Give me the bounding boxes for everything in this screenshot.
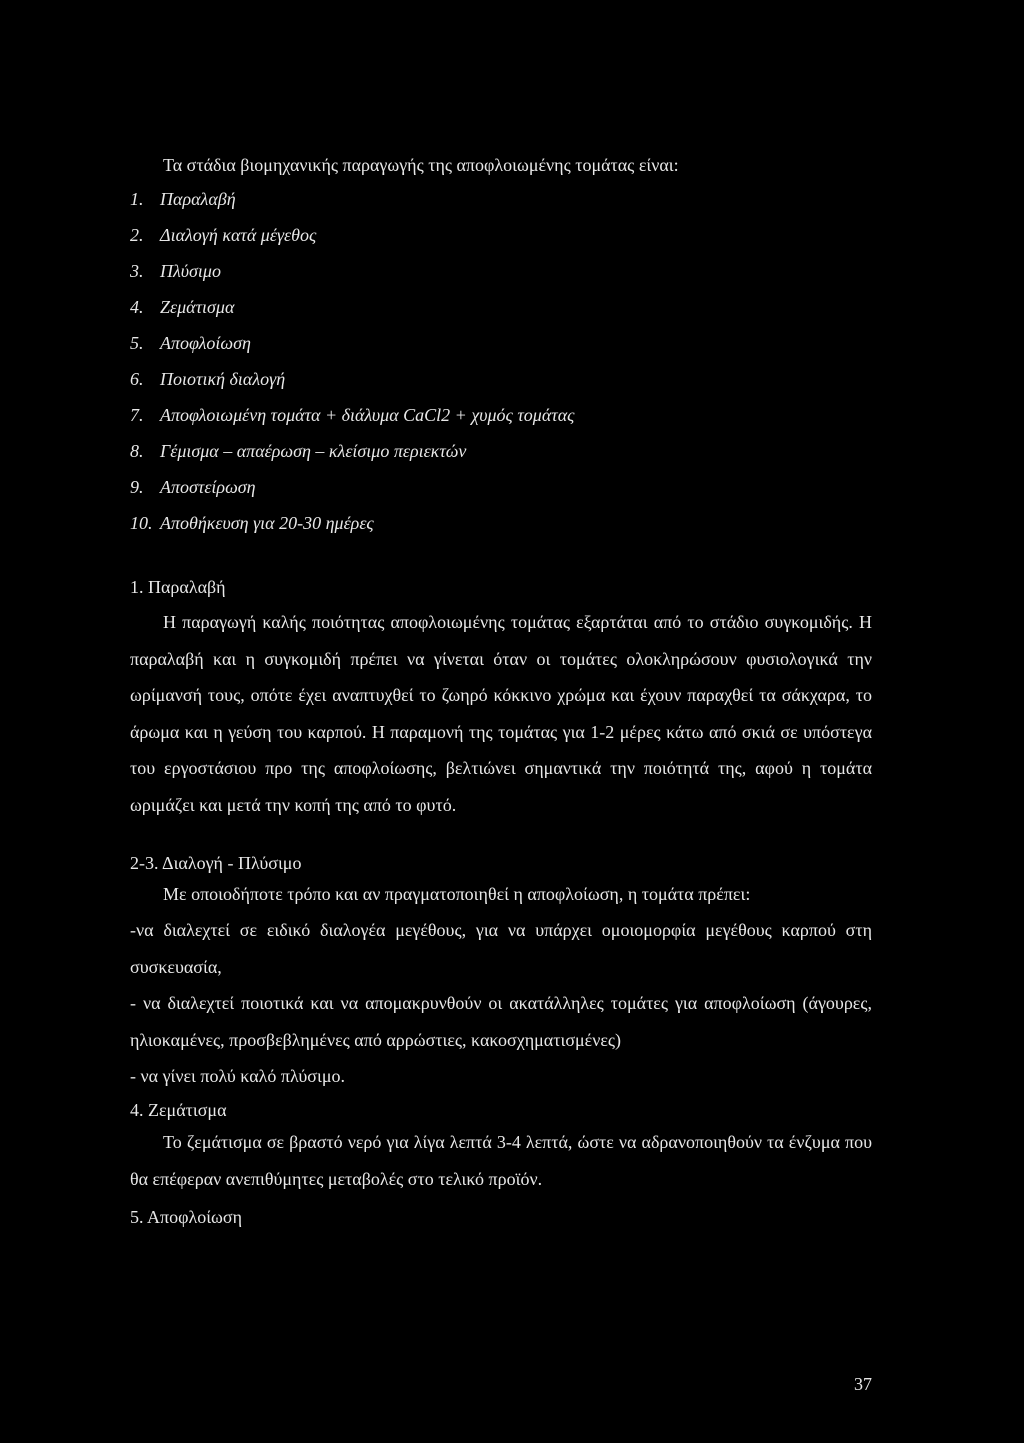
steps-intro: Τα στάδια βιομηχανικής παραγωγής της αποφλοιωμένης τομάτας είναι:	[163, 155, 679, 175]
step-number: 10.	[130, 513, 153, 533]
step-number: 6.	[130, 369, 144, 389]
sorting-intro: Με οποιοδήποτε τρόπο και αν πραγματοποιηθεί η αποφλοίωση, η τομάτα πρέπει:	[163, 884, 751, 904]
step-text: Παραλαβή	[160, 189, 236, 209]
section-body-reception: Η παραγωγή καλής ποιότητας αποφλοιωμένης τομάτας εξαρτάται από το στάδιο συγκομιδής. Η παραλαβή και η συγκομιδή πρέπει να γίνεται όταν οι τομάτες ολοκληρώσουν φυσιολογικά την ωρίμανσή τους, οπότε έχει αναπτυχθεί το ζωηρό κόκκινο χρώμα και έχουν παραχθεί τα σάκχαρα, το άρωμα και η γεύση του καρπού. Η παραμονή της τομάτας για 1-2 μέρες κάτω από σκιά σε υπόστεγα του εργοστάσιου προ της αποφλοίωσης, βελτιώνει σημαντικά την ποιότητά της, αφού η τομάτα ωριμάζει και μετά την κοπή της από το φυτό.	[130, 612, 872, 815]
step-text: Αποστείρωση	[160, 477, 256, 497]
step-text: Αποθήκευση για 20-30 ημέρες	[160, 513, 374, 533]
step-text: Αποφλοιωμένη τομάτα + διάλυμα CaCl2 + χυμός τομάτας	[160, 405, 575, 425]
list-item	[130, 188, 574, 224]
page-number: 37	[854, 1374, 872, 1394]
step-text: Αποφλοίωση	[160, 333, 251, 353]
step-number: 4.	[130, 297, 144, 317]
section-heading-peeling: 5. Αποφλοίωση	[130, 1207, 243, 1227]
step-text: Διαλογή κατά μέγεθος	[160, 225, 317, 245]
list-item	[130, 260, 574, 296]
step-text: Ζεμάτισμα	[160, 297, 235, 317]
sorting-item-size: -να διαλεχτεί σε ειδικό διαλογέα μεγέθους, για να υπάρχει ομοιομορφία μεγέθους καρπού στη συσκευασία,	[130, 920, 872, 977]
list-item	[130, 224, 574, 260]
list-item	[130, 512, 574, 548]
section-heading-sorting: 2-3. Διαλογή - Πλύσιμο	[130, 853, 302, 873]
process-steps-list	[130, 188, 574, 548]
step-text: Πλύσιμο	[160, 261, 221, 281]
list-item	[130, 440, 574, 476]
step-number: 7.	[130, 405, 144, 425]
sorting-item-washing: - να γίνει πολύ καλό πλύσιμο.	[130, 1066, 345, 1086]
section-heading-reception: 1. Παραλαβή	[130, 577, 226, 597]
step-number: 2.	[130, 225, 144, 245]
section-heading-blanching: 4. Ζεμάτισμα	[130, 1100, 227, 1120]
step-text: Γέμισμα – απαέρωση – κλείσιμο περιεκτών	[160, 441, 467, 461]
step-number: 8.	[130, 441, 144, 461]
step-text: Ποιοτική διαλογή	[160, 369, 286, 389]
list-item	[130, 296, 574, 332]
step-number: 1.	[130, 189, 144, 209]
list-item	[130, 368, 574, 404]
step-number: 3.	[130, 261, 144, 281]
step-number: 9.	[130, 477, 144, 497]
sorting-item-quality: - να διαλεχτεί ποιοτικά και να απομακρυνθούν οι ακατάλληλες τομάτες για αποφλοίωση (άγουρες, ηλιοκαμένες, προσβεβλημένες από αρρώστιες, κακοσχηματισμένες)	[130, 993, 872, 1050]
step-number: 5.	[130, 333, 144, 353]
list-item	[130, 332, 574, 368]
section-body-blanching: Το ζεμάτισμα σε βραστό νερό για λίγα λεπτά 3-4 λεπτά, ώστε να αδρανοποιηθούν τα ένζυμα που θα επέφεραν ανεπιθύμητες μεταβολές στο τελικό προϊόν.	[130, 1132, 872, 1189]
list-item	[130, 476, 574, 512]
list-item	[130, 404, 574, 440]
